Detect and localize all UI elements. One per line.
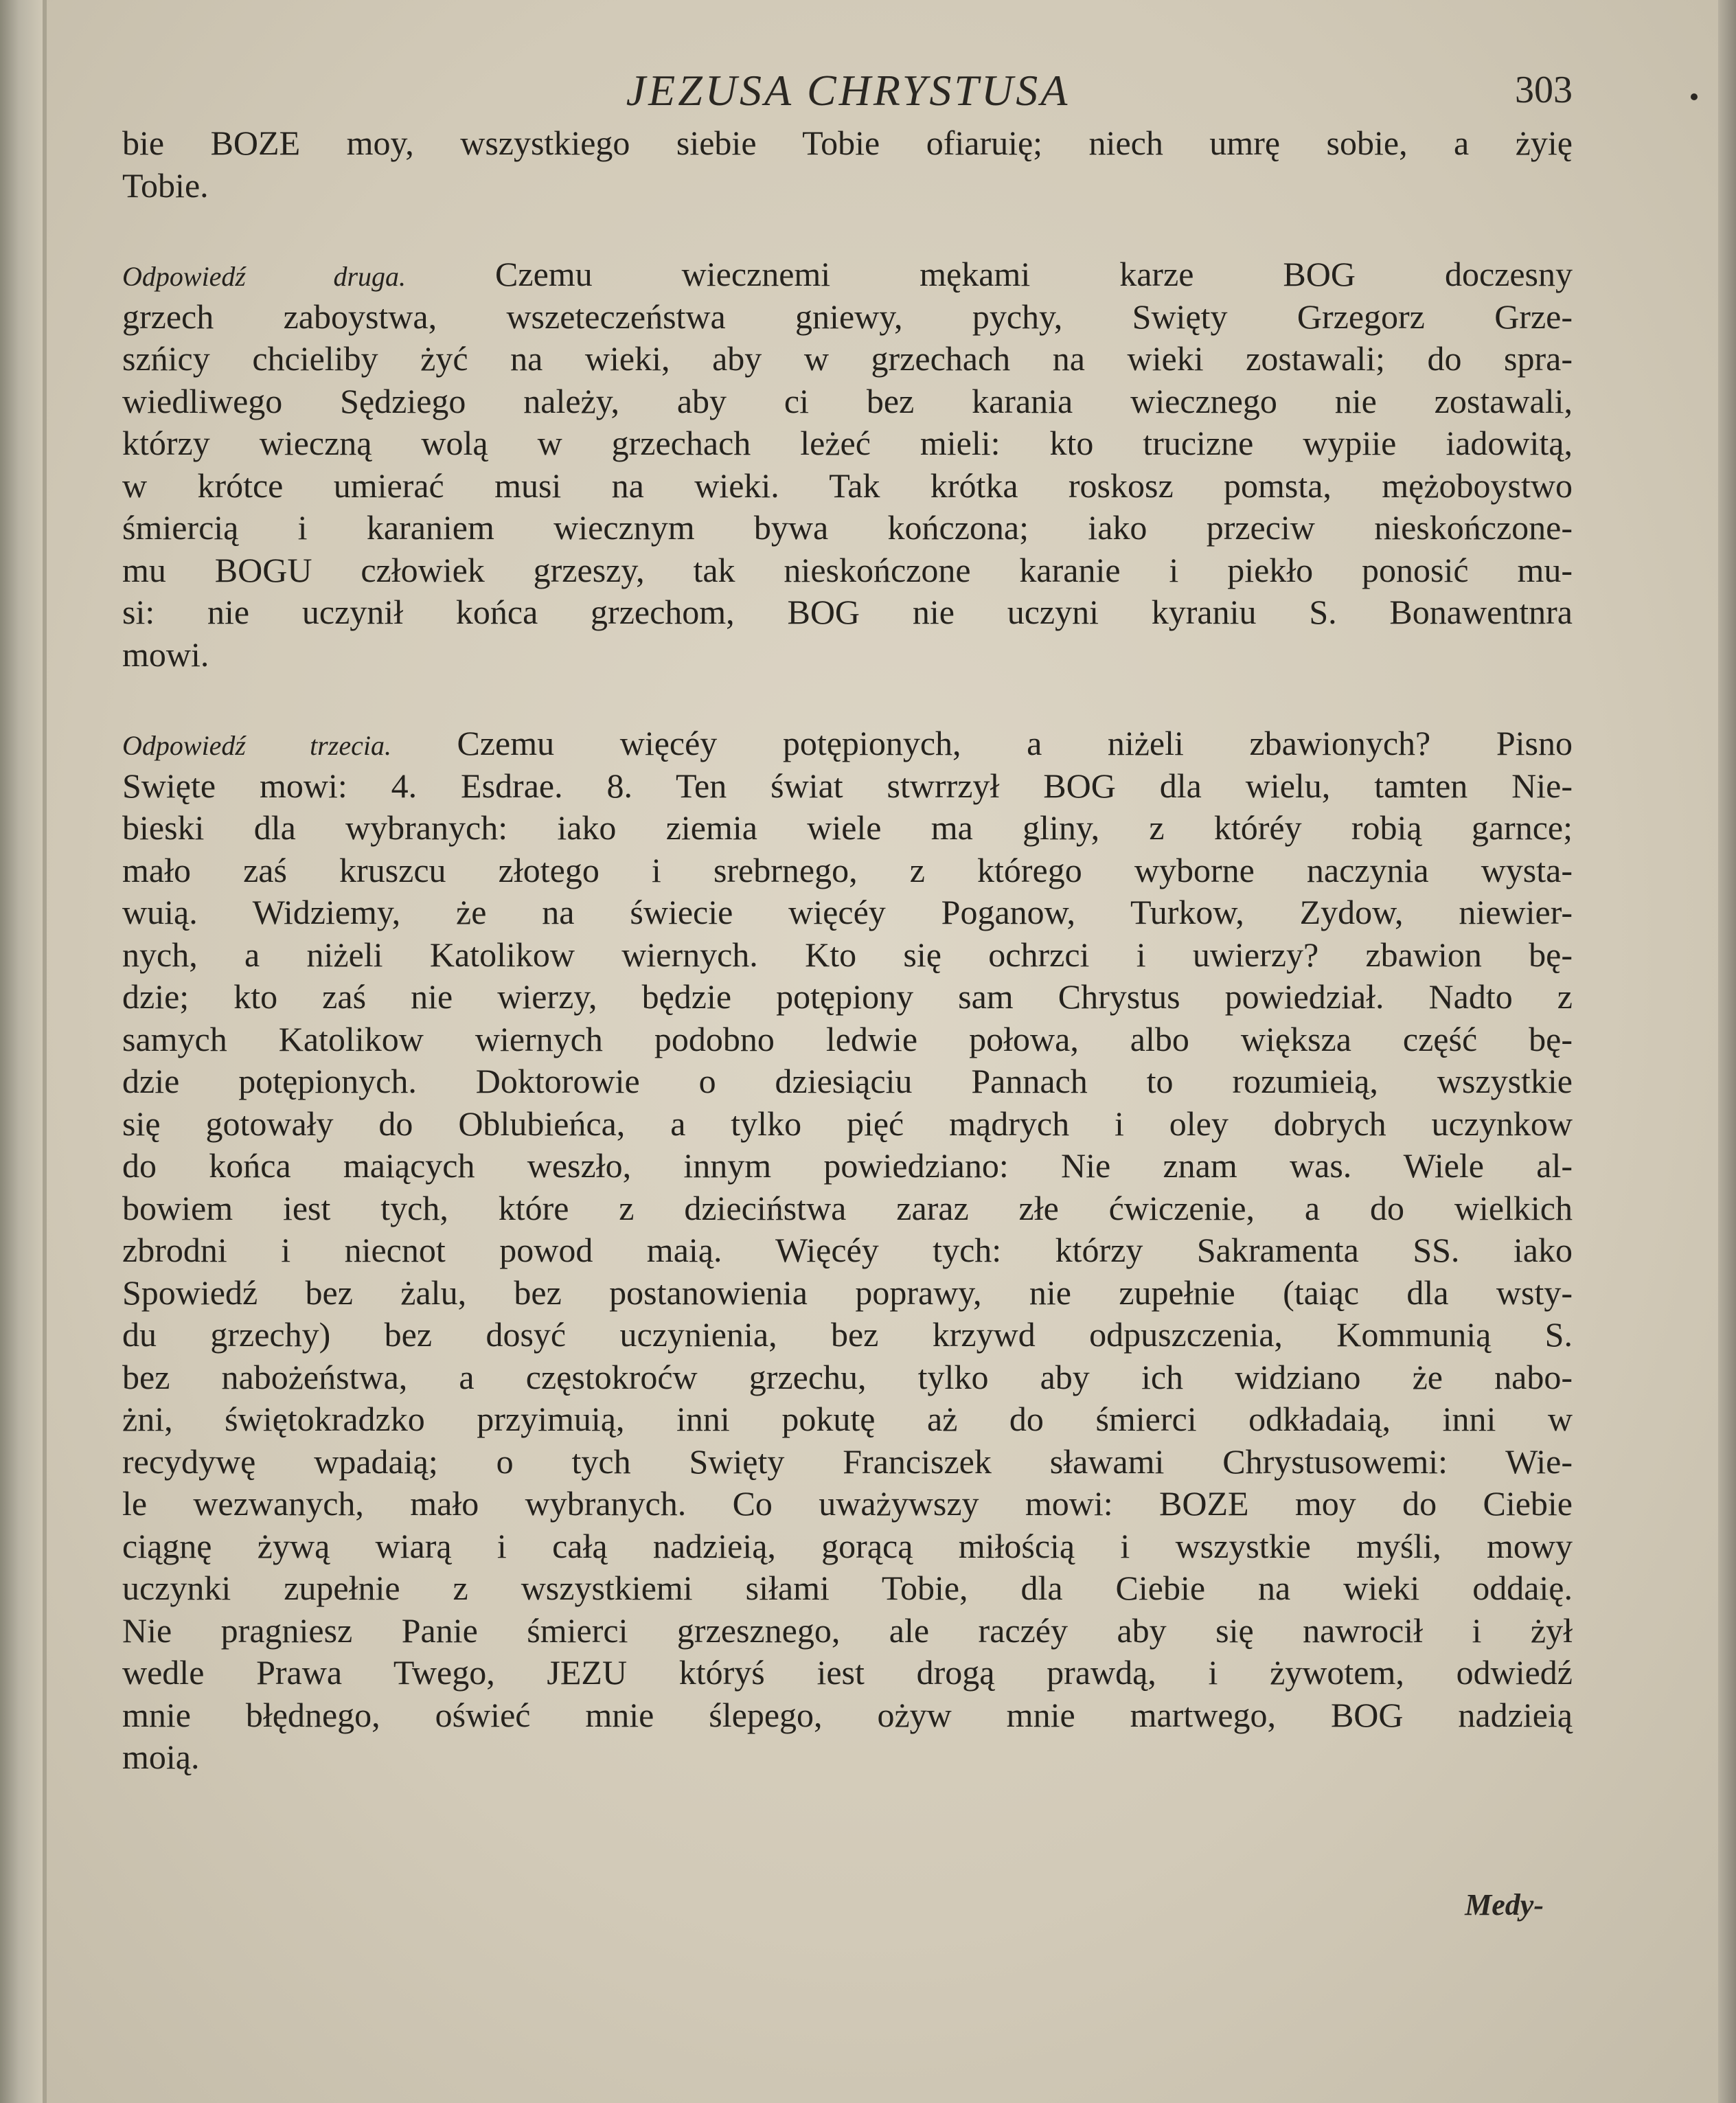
page-header — [124, 65, 1573, 127]
text-line: zbrodni i niecnot powod maią. Więcéy tych: którzy Sakramenta SS. iako — [122, 1231, 1573, 1269]
text-line — [122, 253, 1573, 296]
paragraph-1 — [122, 122, 1573, 207]
page-fold — [43, 0, 47, 2103]
body-text — [122, 122, 1573, 1826]
text-line: mało zaś kruszcu złotego i srebrnego, z którego wyborne naczynia wysta- — [122, 850, 1573, 889]
text-line: bieski dla wybranych: iako ziemia wiele ma gliny, z któréy robią garnce; — [122, 808, 1573, 847]
text-line: du grzechy) bez dosyć uczynienia, bez krzywd odpuszczenia, Kommunią S. — [122, 1315, 1573, 1354]
next-leaf-edge — [1718, 0, 1736, 2103]
paragraph-lead: Odpowiedź trzecia. — [122, 730, 391, 761]
text-line: samych Katolikow wiernych podobno ledwie połowa, albo większa część bę- — [122, 1019, 1573, 1058]
text-line: Spowiedź bez żalu, bez postanowienia poprawy, nie zupełnie (taiąc dla wsty- — [122, 1273, 1573, 1312]
page-number: 303 — [1515, 69, 1573, 111]
text-line: si: nie uczynił końca grzechom, BOG nie uczyni kyraniu S. Bonawentnra — [122, 593, 1573, 631]
text-line: w krótce umierać musi na wieki. Tak krótka roskosz pomsta, mężoboystwo — [122, 466, 1573, 505]
text-line: uczynki zupełnie z wszystkiemi siłami Tobie, dla Ciebie na wieki oddaię. — [122, 1569, 1573, 1607]
text-line: do końca maiących weszło, innym powiedziano: Nie znam was. Wiele al- — [122, 1146, 1573, 1185]
text-line: moią. — [122, 1738, 200, 1776]
text-line: dzie potępionych. Doktorowie o dziesiąciu Pannach to rozumieią, wszystkie — [122, 1062, 1573, 1100]
text-line: dzie; kto zaś nie wierzy, będzie potępiony sam Chrystus powiedział. Nadto z — [122, 977, 1573, 1016]
text-line: ciągnę żywą wiarą i całą nadzieią, gorącą miłością i wszystkie myśli, mowy — [122, 1526, 1573, 1565]
text-line: Tobie. — [122, 166, 209, 205]
paragraph-2 — [122, 253, 1573, 676]
text-line — [122, 723, 1573, 765]
text-line: recydywę wpadaią; o tych Swięty Franciszek sławami Chrystusowemi: Wie- — [122, 1442, 1573, 1481]
text-run: Czemu wiecznemi mękami karze BOG doczesny — [406, 255, 1573, 293]
text-line: wuią. Widziemy, że na świecie więcéy Poganow, Turkow, Zydow, niewier- — [122, 893, 1573, 931]
text-line: się gotowały do Oblubieńca, a tylko pięć mądrych i oley dobrych uczynkow — [122, 1104, 1573, 1143]
text-line: śmiercią i karaniem wiecznym bywa kończona; iako przeciw nieskończone- — [122, 508, 1573, 547]
text-run: Czemu więcéy potępionych, a niżeli zbawionych? Pisno — [391, 724, 1573, 762]
text-line: nych, a niżeli Katolikow wiernych. Kto się ochrzci i uwierzy? zbawion bę- — [122, 935, 1573, 974]
text-line: grzech zaboystwa, wszeteczeństwa gniewy, pychy, Swięty Grzegorz Grze- — [122, 297, 1573, 336]
text-line: którzy wieczną wolą w grzechach leżeć mieli: kto trucizne wypiie iadowitą, — [122, 424, 1573, 462]
text-line: bowiem iest tych, które z dzieciństwa zaraz złe ćwiczenie, a do wielkich — [122, 1188, 1573, 1227]
text-line: szńicy chcieliby żyć na wieki, aby w grzechach na wieki zostawali; do spra- — [122, 339, 1573, 378]
text-line: bez nabożeństwa, a częstokroćw grzechu, tylko aby ich widziano że nabo- — [122, 1357, 1573, 1396]
text-line: mu BOGU człowiek grzeszy, tak nieskończone karanie i piekło ponosić mu- — [122, 550, 1573, 589]
text-line: wiedliwego Sędziego należy, aby ci bez karania wiecznego nie zostawali, — [122, 381, 1573, 420]
paragraph-lead: Odpowiedź druga. — [122, 261, 407, 292]
text-line: Swięte mowi: 4. Esdrae. 8. Ten świat stwrrzył BOG dla wielu, tamten Nie- — [122, 766, 1573, 805]
text-line: mowi. — [122, 635, 209, 674]
text-line: wedle Prawa Twego, JEZU któryś iest drogą prawdą, i żywotem, odwiedź — [122, 1653, 1573, 1692]
running-head: JEZUSA CHRYSTUSA — [626, 66, 1071, 115]
text-line: mnie błędnego, oświeć mnie ślepego, ożyw mnie martwego, BOG nadzieią — [122, 1695, 1573, 1734]
text-line: bie BOZE moy, wszystkiego siebie Tobie ofiaruię; niech umrę sobie, a żyię — [122, 124, 1573, 162]
paragraph-3 — [122, 723, 1573, 1779]
text-line: Nie pragniesz Panie śmierci grzesznego, ale raczéy aby się nawrocił i żył — [122, 1611, 1573, 1650]
book-binding — [0, 0, 43, 2103]
text-line: żni, świętokradzko przyimuią, inni pokutę aż do śmierci odkładaią, inni w — [122, 1400, 1573, 1438]
text-line: le wezwanych, mało wybranych. Co uważywszy mowi: BOZE moy do Ciebie — [122, 1484, 1573, 1523]
ink-mark — [1691, 93, 1698, 100]
catchword: Medy- — [1465, 1888, 1544, 1922]
